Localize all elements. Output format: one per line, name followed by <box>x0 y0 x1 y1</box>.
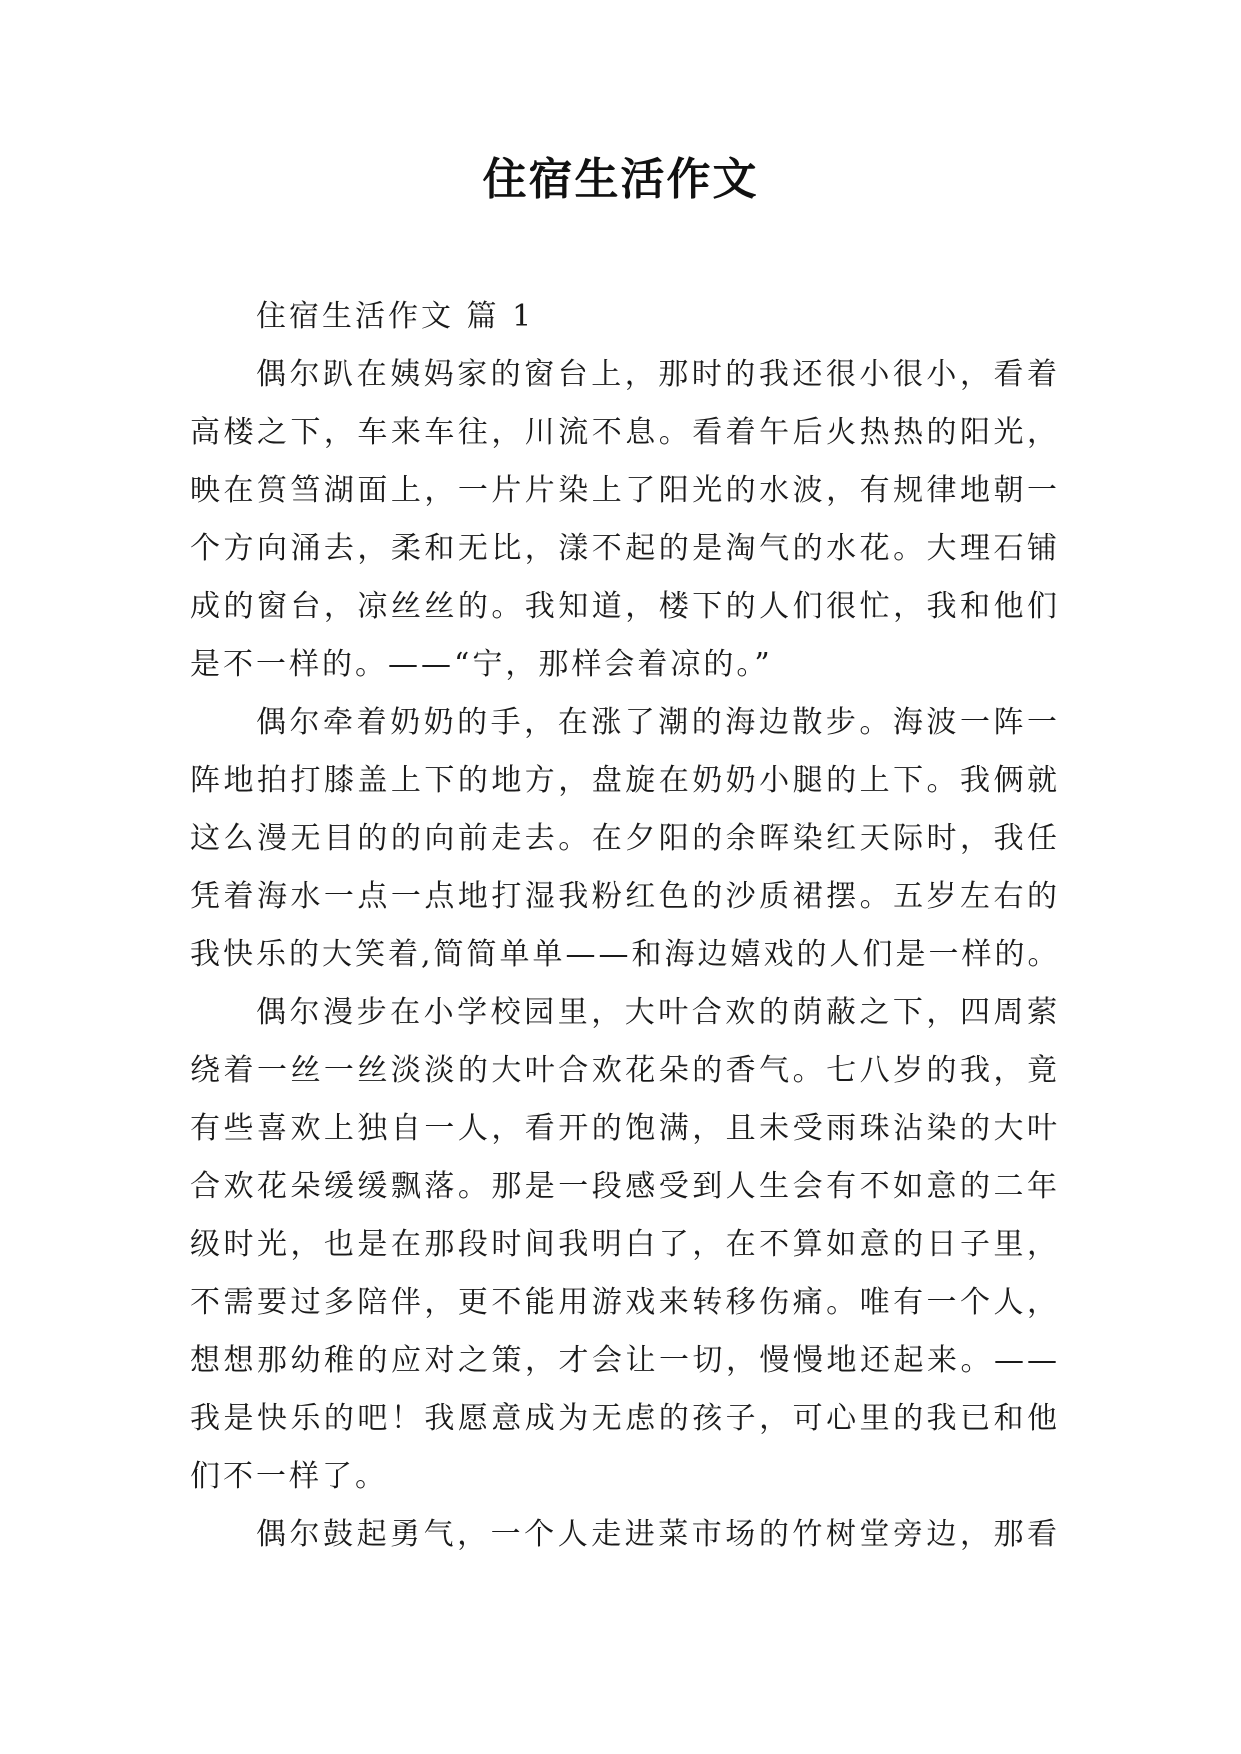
paragraph-line: 阵地拍打膝盖上下的地方，盘旋在奶奶小腿的上下。我俩就 <box>190 763 1060 798</box>
paragraph-2 <box>190 694 1060 984</box>
paragraph-line: 凭着海水一点一点地打湿我粉红色的沙质裙摆。五岁左右的 <box>190 879 1060 914</box>
paragraph-line: 有些喜欢上独自一人，看开的饱满，且未受雨珠沾染的大叶 <box>190 1111 1060 1146</box>
paragraph-line: 我是快乐的吧！我愿意成为无虑的孩子，可心里的我已和他 <box>190 1401 1060 1436</box>
paragraph-line: 偶尔漫步在小学校园里，大叶合欢的荫蔽之下，四周萦 <box>256 995 1060 1030</box>
paragraph-line: 偶尔鼓起勇气，一个人走进菜市场的竹树堂旁边，那看 <box>256 1517 1060 1552</box>
paragraph-line: 们不一样了。 <box>190 1459 388 1494</box>
section-heading: 住宿生活作文 篇 1 <box>256 299 535 334</box>
paragraph-line: 个方向涌去，柔和无比，漾不起的是淘气的水花。大理石铺 <box>190 531 1060 566</box>
paragraph-1 <box>190 346 1060 694</box>
paragraph-line: 级时光，也是在那段时间我明白了，在不算如意的日子里， <box>190 1227 1060 1262</box>
paragraph-line: 映在筼筜湖面上，一片片染上了阳光的水波，有规律地朝一 <box>190 473 1060 508</box>
paragraph-3 <box>190 984 1060 1506</box>
document-title: 住宿生活作文 <box>482 154 759 205</box>
document-body <box>190 288 1060 1564</box>
paragraph-line: 不需要过多陪伴，更不能用游戏来转移伤痛。唯有一个人， <box>190 1285 1060 1320</box>
paragraph-line: 是不一样的。——“宁，那样会着凉的。” <box>190 647 773 682</box>
paragraph-line: 成的窗台，凉丝丝的。我知道，楼下的人们很忙，我和他们 <box>190 589 1060 624</box>
paragraph-line: 偶尔牵着奶奶的手，在涨了潮的海边散步。海波一阵一 <box>256 705 1060 740</box>
paragraph-line: 绕着一丝一丝淡淡的大叶合欢花朵的香气。七八岁的我，竟 <box>190 1053 1060 1088</box>
paragraph-line: 这么漫无目的的向前走去。在夕阳的余晖染红天际时，我任 <box>190 821 1060 856</box>
paragraph-line: 偶尔趴在姨妈家的窗台上，那时的我还很小很小，看着 <box>256 357 1060 392</box>
paragraph-line: 我快乐的大笑着,简简单单——和海边嬉戏的人们是一样的。 <box>190 937 1061 972</box>
paragraph-line: 想想那幼稚的应对之策，才会让一切，慢慢地还起来。—— <box>190 1343 1060 1378</box>
paragraph-line: 合欢花朵缓缓飘落。那是一段感受到人生会有不如意的二年 <box>190 1169 1060 1204</box>
paragraph-4 <box>190 1506 1060 1564</box>
paragraph-line: 高楼之下，车来车往，川流不息。看着午后火热热的阳光， <box>190 415 1060 450</box>
